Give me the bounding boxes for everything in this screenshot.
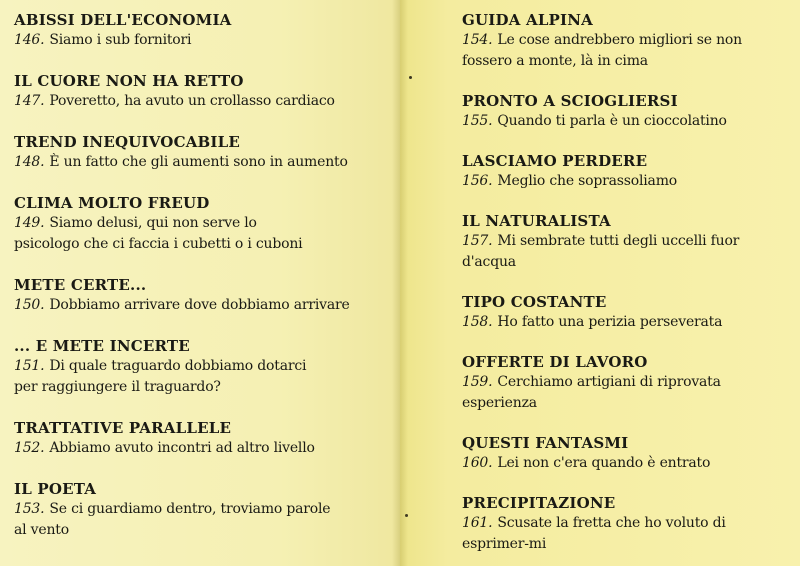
entry-number: 158.	[462, 314, 493, 330]
entry-text: Siamo i sub fornitori	[49, 32, 192, 48]
entry-160	[462, 433, 792, 474]
entry-number: 154.	[462, 32, 493, 48]
entry-text-block	[462, 453, 792, 474]
entry-heading: IL POETA	[14, 480, 97, 498]
entry-number: 161.	[462, 515, 493, 531]
entry-heading: TREND INEQUIVOCABILE	[14, 133, 241, 151]
entry-151	[14, 336, 324, 398]
entry-text: Poveretto, ha avuto un crollasso cardiaco	[49, 93, 335, 109]
entry-heading: TRATTATIVE PARALLELE	[14, 419, 232, 437]
entry-heading: LASCIAMO PERDERE	[462, 152, 648, 170]
entry-heading: IL CUORE NON HA RETTO	[14, 72, 244, 90]
entry-153	[14, 479, 344, 541]
right-page	[400, 0, 800, 566]
entry-number: 150.	[14, 297, 45, 313]
entry-heading: PRECIPITAZIONE	[462, 494, 616, 512]
entry-text: Dobbiamo arrivare dove dobbiamo arrivare	[49, 297, 350, 313]
entry-text: Di quale traguardo dobbiamo dotarci per raggiungere il traguardo?	[14, 358, 307, 395]
entry-number: 153.	[14, 501, 45, 517]
entry-number: 146.	[14, 32, 45, 48]
entry-heading: ABISSI DELL'ECONOMIA	[14, 11, 232, 29]
entry-157	[462, 211, 792, 273]
entry-text-block	[14, 356, 324, 398]
entry-number: 159.	[462, 374, 493, 390]
entry-text: Abbiamo avuto incontri ad altro livello	[49, 440, 315, 456]
entry-text-block	[462, 171, 792, 192]
entry-heading: CLIMA MOLTO FREUD	[14, 194, 210, 212]
entry-heading: ... E METE INCERTE	[14, 337, 190, 355]
entry-heading: PRONTO A SCIOGLIERSI	[462, 92, 678, 110]
entry-152	[14, 418, 390, 459]
entry-150	[14, 275, 390, 316]
entry-149	[14, 193, 314, 255]
entry-number: 151.	[14, 358, 45, 374]
entry-text: Mi sembrate tutti degli uccelli fuor d'acqua	[462, 233, 740, 270]
entry-number: 157.	[462, 233, 493, 249]
entry-heading: OFFERTE DI LAVORO	[462, 353, 648, 371]
entry-heading: QUESTI FANTASMI	[462, 434, 629, 452]
entry-heading: GUIDA ALPINA	[462, 11, 594, 29]
entry-text: È un fatto che gli aumenti sono in aumento	[49, 154, 348, 170]
entry-text-block	[14, 295, 390, 316]
entry-text-block	[14, 438, 390, 459]
entry-155	[462, 91, 792, 132]
entry-number: 147.	[14, 93, 45, 109]
entry-text-block	[462, 111, 792, 132]
entry-159	[462, 352, 792, 414]
entry-number: 155.	[462, 113, 493, 129]
entry-158	[462, 292, 792, 333]
entry-number: 148.	[14, 154, 45, 170]
entry-number: 149.	[14, 215, 45, 231]
entry-text: Lei non c'era quando è entrato	[497, 455, 711, 471]
entry-text-block	[14, 213, 314, 255]
entry-text: Scusate la fretta che ho voluto di esprimer-mi	[462, 515, 726, 552]
entry-text: Se ci guardiamo dentro, troviamo parole al vento	[14, 501, 331, 538]
entry-heading: METE CERTE...	[14, 276, 147, 294]
entry-147	[14, 71, 390, 112]
entry-number: 156.	[462, 173, 493, 189]
entry-156	[462, 151, 792, 192]
entry-text: Meglio che soprassoliamo	[497, 173, 678, 189]
entry-148	[14, 132, 390, 173]
entry-text: Siamo delusi, qui non serve lo psicologo che ci faccia i cubetti o i cuboni	[14, 215, 303, 252]
entry-heading: IL NATURALISTA	[462, 212, 611, 230]
entry-number: 152.	[14, 440, 45, 456]
print-speck	[409, 76, 412, 79]
entry-text-block	[14, 91, 390, 112]
entry-text: Le cose andrebbero migliori se non fossero a monte, là in cima	[462, 32, 742, 69]
entry-text-block	[462, 312, 792, 333]
entry-text-block	[14, 30, 390, 51]
entry-text-block	[14, 152, 390, 173]
entry-text-block	[462, 30, 792, 72]
entry-154	[462, 10, 792, 72]
entry-text: Cerchiamo artigiani di riprovata esperienza	[462, 374, 721, 411]
entry-number: 160.	[462, 455, 493, 471]
entry-text-block	[462, 372, 792, 414]
entry-text-block	[14, 499, 344, 541]
print-speck	[405, 514, 408, 517]
entry-text: Ho fatto una perizia perseverata	[497, 314, 723, 330]
entry-161	[462, 493, 752, 555]
entry-text-block	[462, 231, 792, 273]
entry-146	[14, 10, 390, 51]
entry-text-block	[462, 513, 752, 555]
entry-heading: TIPO COSTANTE	[462, 293, 607, 311]
entry-text: Quando ti parla è un cioccolatino	[497, 113, 727, 129]
